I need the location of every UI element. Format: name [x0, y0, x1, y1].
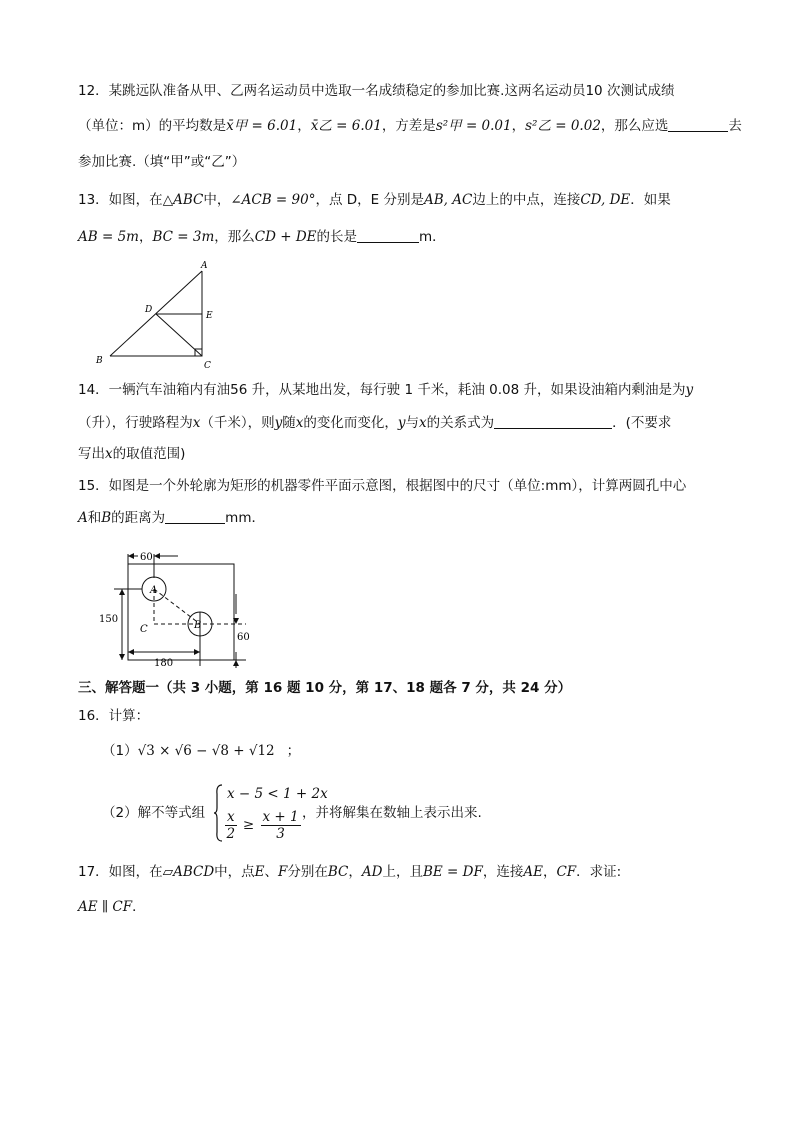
- dim-label-60-right: 60: [237, 632, 250, 643]
- answer-blank-q14[interactable]: [494, 414, 612, 429]
- mean-jia: x̄甲 = 6.01: [226, 118, 298, 134]
- q14-line1: 14．一辆汽车油箱内有油56 升，从某地出发，每行驶 1 千米，耗油 0.08 升，如果设油箱内剩油是为y: [78, 382, 694, 398]
- q12-line2: （单位：m）的平均数是x̄甲 = 6.01，x̄乙 = 6.01，方差是s²甲 = 0.01，s²乙 = 0.02，那么应选 去: [78, 118, 742, 134]
- inequality-2: $\frac{x}{2}$ ≥ $\frac{x + 1}{3}$: [226, 809, 299, 842]
- label-c: C: [204, 361, 211, 370]
- q16-part1: （1）√3 × √6 − √8 + √12 ；: [102, 743, 301, 759]
- q16-part2-tail: ，并将解集在数轴上表示出来.: [302, 805, 482, 821]
- var-yi: s²乙 = 0.02: [525, 118, 601, 134]
- q12-line1: [78, 81, 674, 101]
- label-b: B: [194, 620, 202, 631]
- q13-line2: AB = 5m，BC = 3m，那么CD + DE的长是 m．: [78, 229, 446, 245]
- q14-line3: 写出x的取值范围): [78, 446, 186, 462]
- label-c: C: [140, 624, 148, 635]
- dim-label-150: 150: [99, 614, 119, 625]
- answer-blank-q12[interactable]: [668, 117, 728, 132]
- inequality-1: x − 5 < 1 + 2x: [227, 786, 328, 802]
- fraction-right: $\frac{x + 1}{3}$: [262, 809, 299, 842]
- parallelogram-abcd: ▱ABCD: [162, 864, 215, 880]
- segment-ab-dashed: [154, 589, 200, 624]
- part-outline: [128, 564, 234, 660]
- system-brace: [213, 784, 223, 842]
- angle-acb: ∠ACB = 90°: [230, 192, 316, 208]
- arrow-60-right-bottom: [233, 660, 239, 666]
- q12-text: 12．某跳远队准备从甲、乙两名运动员中选取一名成绩稳定的参加比赛.这两名运动员10 次测试成绩: [78, 83, 675, 99]
- arrow-150-top: [119, 589, 125, 595]
- section3-heading: 三、解答题一（共 3 小题，第 16 题 10 分，第 17、18 题各 7 分，共 24 分）: [78, 680, 572, 696]
- answer-blank-q13[interactable]: [357, 228, 419, 243]
- q17-line2: AE ∥ CF．: [78, 899, 146, 915]
- arrow-60-top-right: [154, 553, 160, 559]
- q15-line2: A和B的距离为 mm．: [78, 510, 265, 526]
- q15-line1: 15．如图是一个外轮廓为矩形的机器零件平面示意图，根据图中的尺寸（单位:mm），计算两圆孔中心: [78, 478, 687, 494]
- label-d: D: [145, 305, 153, 315]
- q16-part2-label: （2）解不等式组: [102, 805, 206, 821]
- q15-machine-part-figure: [96, 548, 266, 672]
- conclusion: AE ∥ CF: [78, 899, 133, 915]
- label-b: B: [96, 356, 103, 366]
- q13-line1: 13．如图，在△ABC中，∠ACB = 90°，点 D，E 分别是AB, AC边上的中点，连接CD, DE．如果: [78, 192, 671, 208]
- q14-line2: （升），行驶路程为x（千米），则y随x的变化而变化，y与x的关系式为 ．(不要求: [78, 415, 672, 431]
- arrow-180-left: [128, 649, 134, 655]
- label-a: A: [150, 585, 158, 596]
- triangle-abc: △ABC: [162, 192, 204, 208]
- fraction-left: $\frac{x}{2}$: [226, 809, 236, 842]
- mean-yi: x̄乙 = 6.01: [310, 118, 382, 134]
- radical-expression: √3 × √6 − √8 + √12: [137, 743, 275, 759]
- q13-triangle-figure: [90, 258, 220, 370]
- var-jia: s²甲 = 0.01: [435, 118, 512, 134]
- dim-label-180: 180: [154, 658, 174, 669]
- arrow-180-right: [194, 649, 200, 655]
- answer-blank-q15[interactable]: [165, 509, 225, 524]
- q17-line1: 17．如图，在▱ABCD中，点E、F分别在BC，AD上，且BE = DF，连接AE，CF．求证:: [78, 864, 622, 880]
- q12-line3: 参加比赛.（填“甲”或“乙”）: [78, 154, 246, 170]
- q16-line1: 16．计算：: [78, 708, 150, 724]
- dim-label-60-top: 60: [140, 552, 153, 563]
- arrow-150-bottom: [119, 654, 125, 660]
- arrow-60-top-left: [128, 553, 134, 559]
- label-a: A: [201, 261, 208, 271]
- label-e: E: [206, 311, 213, 321]
